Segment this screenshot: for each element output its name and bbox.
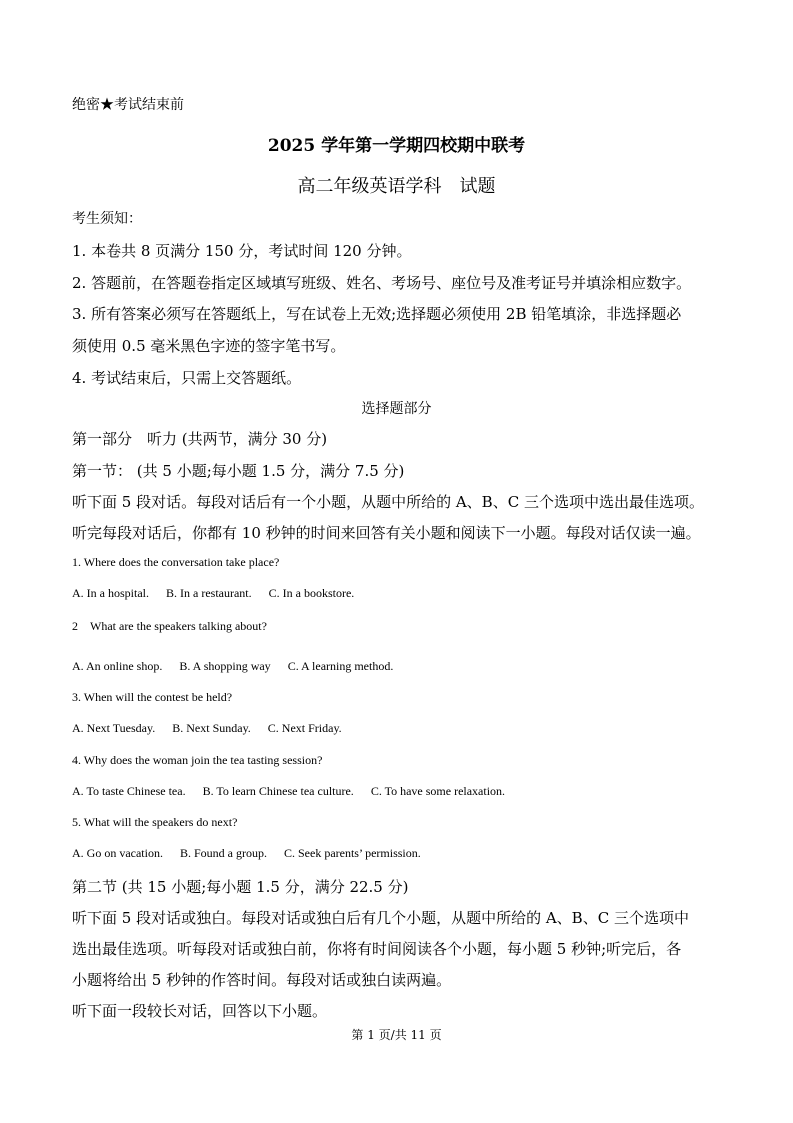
secret-label: 绝密★考试结束前 [72,97,184,113]
question-1: 1. Where does the conversation take place? [72,555,280,569]
option-b: B. In a restaurant. [166,586,252,600]
section2-instructions: 选出最佳选项。听每段对话或独白前，你将有时间阅读各个小题，每小题 5 秒钟;听完后，各 [72,940,682,958]
section2-instructions: 听下面 5 段对话或独白。每段对话或独白后有几个小题，从题中所给的 A、B、C 三个选项中 [72,909,689,927]
section1-heading: 第一节： (共 5 小题;每小题 1.5 分，满分 7.5 分) [72,462,405,480]
section1-instructions: 听下面 5 段对话。每段对话后有一个小题，从题中所给的 A、B、C 三个选项中选出最佳选项。 [72,493,704,511]
section2-instructions: 小题将给出 5 秒钟的作答时间。每段对话或独白读两遍。 [72,971,452,989]
exam-title: 2025 学年第一学期四校期中联考 [267,136,526,156]
notice-item: 3. 所有答案必须写在答题纸上，写在试卷上无效;选择题必须使用 2B 铅笔填涂，非选择题必 [72,305,682,323]
question-4: 4. Why does the woman join the tea tasting session? [72,753,323,767]
notice-item: 2. 答题前，在答题卷指定区域填写班级、姓名、考场号、座位号及准考证号并填涂相应数字。 [72,274,692,292]
question-3: 3. When will the contest be held? [72,690,233,704]
notice-item: 1. 本卷共 8 页满分 150 分，考试时间 120 分钟。 [72,242,412,260]
options-4 [72,784,519,799]
question-5: 5. What will the speakers do next? [72,815,238,829]
option-b: B. Next Sunday. [172,721,251,735]
option-a: A. An online shop. [72,659,163,673]
page-footer: 第 1 页/共 11 页 [351,1028,442,1042]
section1-instructions: 听完每段对话后，你都有 10 秒钟的时间来回答有关小题和阅读下一小题。每段对话仅读一遍。 [72,524,701,542]
notice-item: 须使用 0.5 毫米黑色字迹的签字笔书写。 [72,337,346,355]
option-b: B. To learn Chinese tea culture. [202,784,354,798]
options-1 [72,586,368,601]
notice-heading: 考生须知： [72,211,142,227]
part1-heading: 第一部分 听力 (共两节，满分 30 分) [72,430,328,448]
option-b: B. A shopping way [179,659,271,673]
section-heading: 选择题部分 [361,401,432,417]
notice-item: 4. 考试结束后，只需上交答题纸。 [72,369,302,387]
option-c: C. A learning method. [287,659,394,673]
option-a: A. To taste Chinese tea. [72,784,186,798]
section2-instructions: 听下面一段较长对话，回答以下小题。 [72,1002,328,1020]
option-a: A. Go on vacation. [72,846,163,860]
options-2 [72,659,407,674]
question-2: 2 What are the speakers talking about? [72,619,267,633]
option-c: C. To have some relaxation. [370,784,506,798]
options-5 [72,846,435,861]
option-c: C. In a bookstore. [268,586,355,600]
option-b: B. Found a group. [179,846,267,860]
option-c: C. Seek parents’ permission. [283,846,421,860]
option-a: A. In a hospital. [72,586,149,600]
section2-heading: 第二节 (共 15 小题;每小题 1.5 分，满分 22.5 分) [72,878,409,896]
option-a: A. Next Tuesday. [72,721,156,735]
exam-subtitle: 高二年级英语学科 试题 [297,176,496,197]
options-3 [72,721,356,736]
option-c: C. Next Friday. [267,721,342,735]
